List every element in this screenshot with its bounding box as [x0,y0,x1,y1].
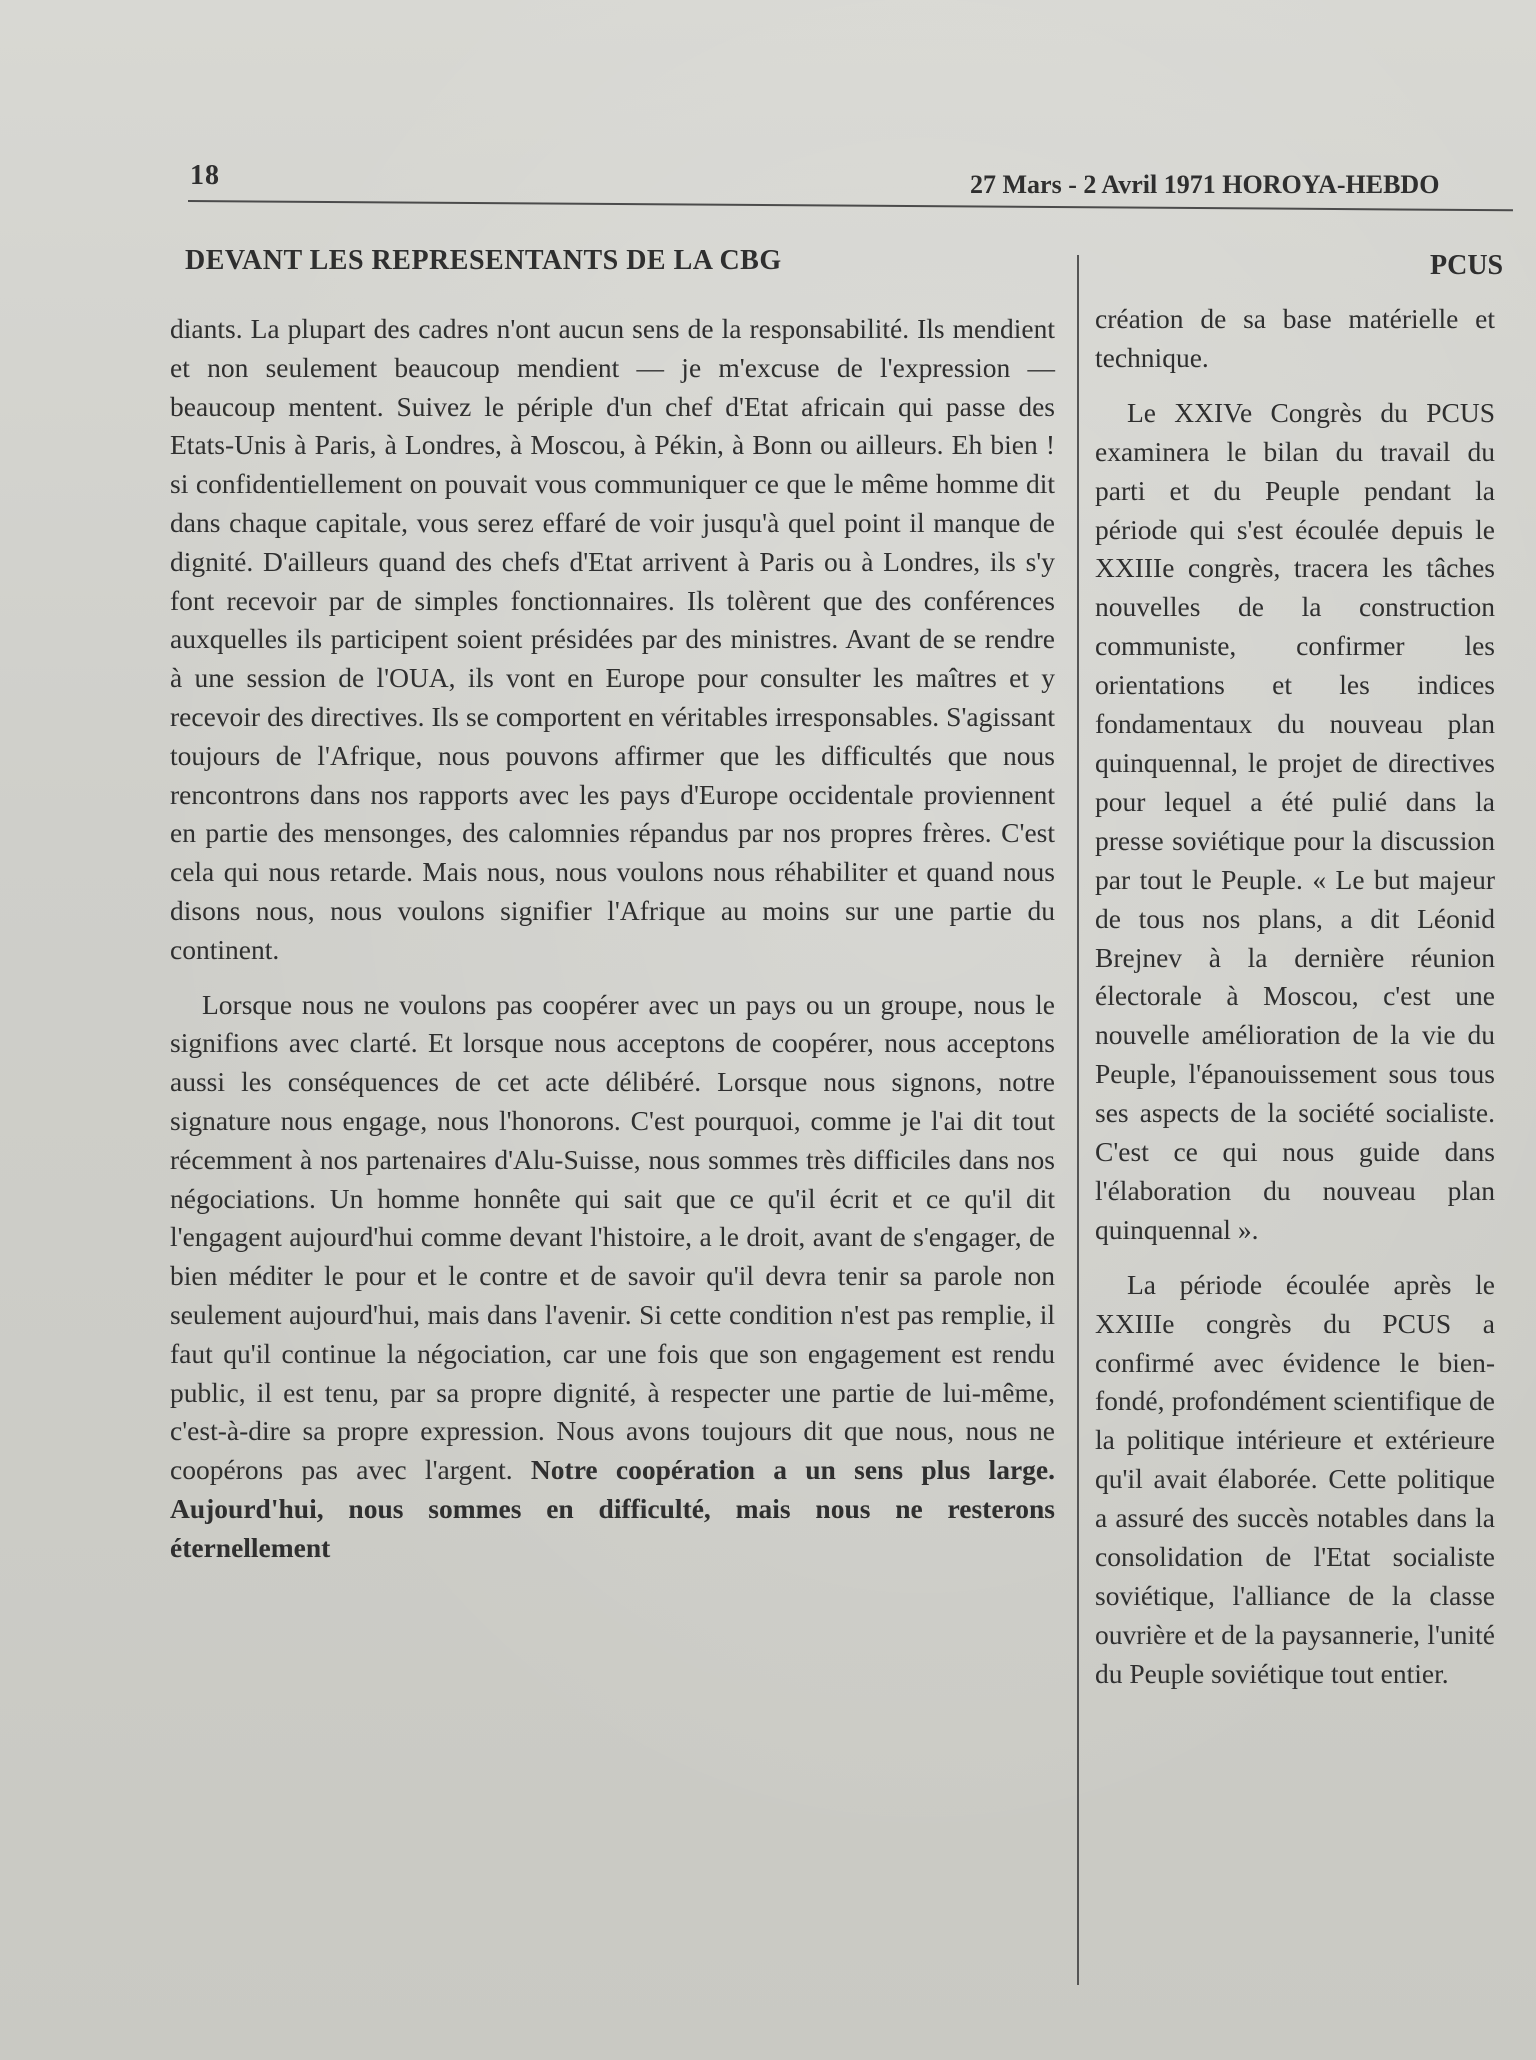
left-article-column [170,310,1055,1568]
left-paragraph-2 [170,986,1055,1568]
right-column-title: PCUS [1430,250,1504,281]
page-number: 18 [190,160,220,191]
left-paragraph-2-bold-text: Notre coopération a un sens plus large. Aujourd'hui, nous sommes en difficulté, mais nous ne resterons éternellement [170,1454,1055,1563]
right-paragraph-2: Le XXIVe Congrès du PCUS examinera le bilan du travail du parti et du Peuple pendant la période qui s'est écoulée depuis le XXIIIe congrès, tracera les tâches nouvelles de la construction communiste, confirmer les orientations et les indices fondamentaux du nouveau plan quinquennal, le projet de directives pour lequel a été pulié dans la presse soviétique pour la discussion par tout le Peuple. « Le but majeur de tous nos plans, a dit Léonid Brejnev à la dernière réunion électorale à Moscou, c'est une nouvelle amélioration de la vie du Peuple, l'épanouissement sous tous ses aspects de la société socialiste. C'est ce qui nous guide dans l'élaboration du nouveau plan quinquennal ». [1095,396,1495,1245]
right-article-column [1095,300,1495,1694]
left-paragraph-2-text: Lorsque nous ne voulons pas coopérer avec un pays ou un groupe, nous le signifions avec clarté. Et lorsque nous acceptons de coopérer, nous acceptons aussi les conséquences de cet acte délibéré. Lorsque nous signons, notre signature nous engage, nous l'honorons. C'est pourquoi, comme je l'ai dit tout récemment à nos partenaires d'Alu-Suisse, nous sommes très difficiles dans nos négociations. Un homme honnête qui sait que ce qu'il écrit et ce qu'il dit l'engagent aujourd'hui comme devant l'histoire, a le droit, avant de s'engager, de bien méditer le pour et le contre et de savoir qu'il devra tenir sa parole non seulement aujourd'hui, mais dans l'avenir. Si cette condition n'est pas remplie, il faut qu'il continue la négociation, car une fois que son engagement est rendu public, il est tenu, par sa propre dignité, à respecter une partie de lui-même, c'est-à-dire sa propre expression. Nous avons toujours dit que nous, nous ne coopérons pas avec l'argent. [170,988,1055,1486]
header-rule [188,200,1513,211]
right-paragraph-3: La période écoulée après le XXIIIe congrès du PCUS a confirmé avec évidence le bien-fondé, profondément scientifique de la politique intérieure et extérieure qu'il avait élaborée. Cette politique a assuré des succès notables dans la consolidation de l'Etat socialiste soviétique, l'alliance de la classe ouvrière et de la paysannerie, l'unité du Peuple soviétique tout entier. [1095,1268,1495,1689]
column-divider [1077,255,1079,1985]
right-paragraph-1: création de sa base matérielle et technique. [1095,303,1495,373]
issue-date-masthead: 27 Mars - 2 Avril 1971 HOROYA-HEBDO [970,170,1440,199]
left-column-title: DEVANT LES REPRESENTANTS DE LA CBG [185,245,782,276]
left-paragraph-1: diants. La plupart des cadres n'ont aucun sens de la responsabilité. Ils mendient et non seulement beaucoup mendient — je m'excuse de l'expression — beaucoup mentent. Suivez le périple d'un chef d'Etat africain qui passe des Etats-Unis à Paris, à Londres, à Moscou, à Pékin, à Bonn ou ailleurs. Eh bien ! si confidentiellement on pouvait vous communiquer ce que le même homme dit dans chaque capitale, vous serez effaré de voir jusqu'à quel point il manque de dignité. D'ailleurs quand des chefs d'Etat arrivent à Paris ou à Londres, ils s'y font recevoir par de simples fonctionnaires. Ils tolèrent que des conférences auxquelles ils participent soient présidées par des ministres. Avant de se rendre à une session de l'OUA, ils vont en Europe pour consulter les maîtres et y recevoir des directives. Ils se comportent en véritables irresponsables. S'agissant toujours de l'Afrique, nous pouvons affirmer que les difficultés que nous rencontrons dans nos rapports avec les pays d'Europe occidentale proviennent en partie des mensonges, des calomnies répandus par nos propres frères. C'est cela qui nous retarde. Mais nous, nous voulons nous réhabiliter et quand nous disons nous, nous voulons signifier l'Afrique au moins sur une partie du continent. [170,313,1055,965]
